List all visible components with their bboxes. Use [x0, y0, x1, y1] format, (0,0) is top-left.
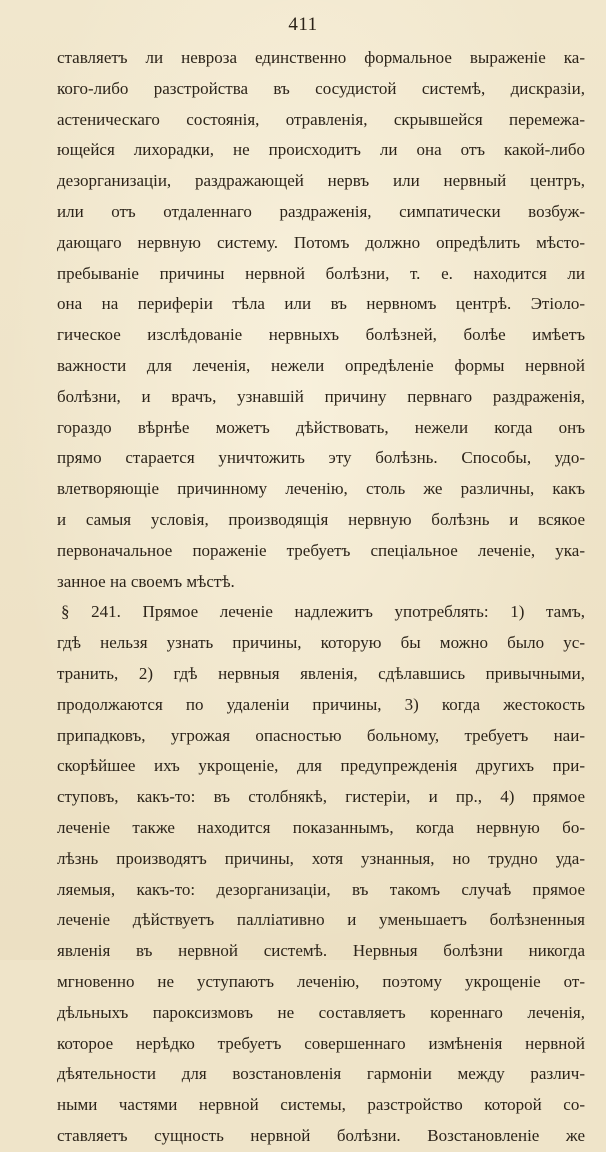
text-line: ляемыя, какъ-то: дезорганизаціи, въ такомъ случаѣ прямое — [57, 879, 585, 899]
page-number: 411 — [288, 14, 318, 35]
text-line: гическое изслѣдованіе нервныхъ болѣзней, болѣе имѣетъ — [57, 325, 585, 345]
body-text — [57, 43, 585, 1152]
text-line: кого-либо разстройства въ сосудистой системѣ, дискразіи, — [57, 78, 585, 98]
text-line: важности для леченія, нежели опредѣленіе формы нервной — [57, 355, 585, 375]
text-line: леченіе дѣйствуетъ палліативно и уменьшаетъ болѣзненныя — [57, 910, 585, 930]
text-line: влетворяющіе причинному леченію, столь же различны, какъ — [57, 479, 585, 499]
text-line: гораздо вѣрнѣе можетъ дѣйствовать, нежели когда онъ — [57, 417, 585, 437]
text-line: дезорганизаціи, раздражающей нервъ или нервный центръ, — [57, 171, 585, 191]
paragraph-end-line: занное на своемъ мѣстѣ. — [57, 571, 235, 591]
text-line: транить, 2) гдѣ нервныя явленія, сдѣлавшись привычными, — [57, 663, 585, 683]
text-line: дѣятельности для возстановленія гармоніи между различ- — [57, 1064, 585, 1084]
text-line: астеническаго состоянія, отравленія, скрывшейся перемежа- — [57, 109, 585, 129]
text-line: ступовъ, какъ-то: въ столбнякѣ, гистеріи, и пр., 4) прямое — [57, 787, 585, 807]
text-line: ставляетъ сущность нервной болѣзни. Возстановленіе же — [57, 1125, 585, 1145]
text-line: и самыя условія, производящія нервную болѣзнь и всякое — [57, 509, 585, 529]
text-line: мгновенно не уступаютъ леченію, поэтому укрощеніе от- — [57, 971, 585, 991]
text-line: леченіе также находится показаннымъ, когда нервную бо- — [57, 817, 585, 837]
text-line: первоначальное пораженіе требуетъ спеціальное леченіе, ука- — [57, 540, 585, 560]
section-start-line: § 241. Прямое леченіе надлежитъ употреблять: 1) тамъ, — [61, 602, 585, 622]
text-line: скорѣйшее ихъ укрощеніе, для предупрежденія другихъ при- — [57, 756, 585, 776]
text-line: ющейся лихорадки, не происходитъ ли она отъ какой-либо — [57, 140, 585, 160]
text-line: явленія въ нервной системѣ. Нервныя болѣзни никогда — [57, 941, 585, 961]
text-line: припадковъ, угрожая опасностью больному, требуетъ наи- — [57, 725, 585, 745]
text-line: дѣльныхъ пароксизмовъ не составляетъ кореннаго леченія, — [57, 1002, 585, 1022]
text-line: прямо старается уничтожить эту болѣзнь. Способы, удо- — [57, 448, 585, 468]
text-line: или отъ отдаленнаго раздраженія, симпатически возбуж- — [57, 201, 585, 221]
text-line: лѣзнь производятъ причины, хотя узнанныя, но трудно уда- — [57, 848, 585, 868]
text-line: гдѣ нельзя узнать причины, которую бы можно было ус- — [57, 633, 585, 653]
text-line: она на периферіи тѣла или въ нервномъ центрѣ. Этіоло- — [57, 294, 585, 314]
text-line: которое нерѣдко требуетъ совершеннаго измѣненія нервной — [57, 1033, 585, 1053]
text-line: продолжаются по удаленіи причины, 3) когда жестокость — [57, 694, 585, 714]
text-line: ными частями нервной системы, разстройство которой со- — [57, 1095, 585, 1115]
text-line: пребываніе причины нервной болѣзни, т. е. находится ли — [57, 263, 585, 283]
text-line: болѣзни, и врачъ, узнавшій причину первнаго раздраженія, — [57, 386, 585, 406]
text-line: ставляетъ ли невроза единственно формальное выраженіе ка- — [57, 48, 585, 67]
text-line: дающаго нервную систему. Потомъ должно опредѣлить мѣсто- — [57, 232, 585, 252]
